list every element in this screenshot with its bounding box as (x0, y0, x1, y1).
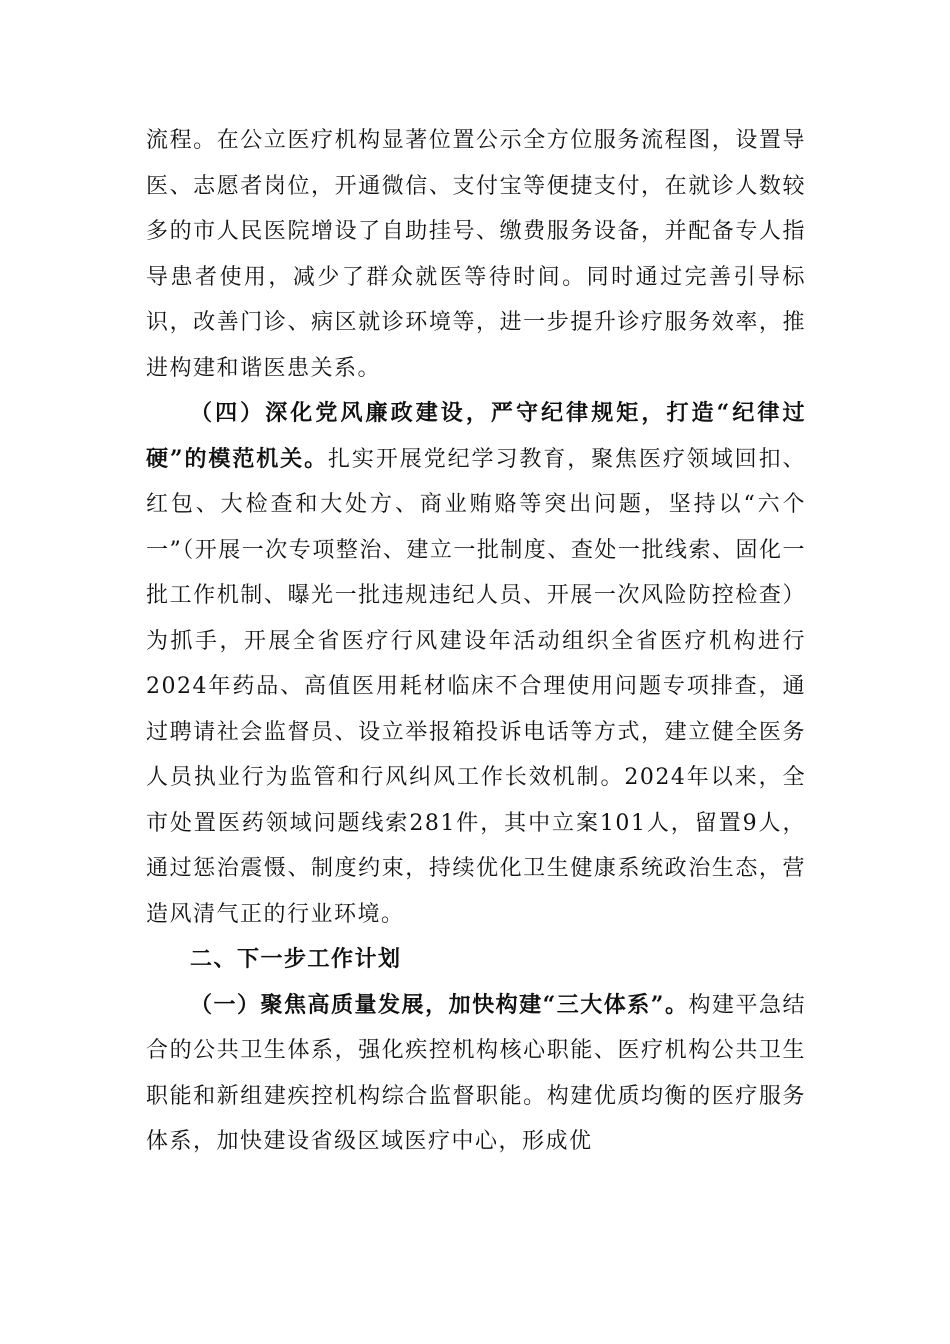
paragraph-service-process (146, 118, 806, 391)
paragraph-lead-sentence: （四）深化党风廉政建设，严守纪律规矩，打造“纪律过硬”的模范机关。 (146, 400, 806, 472)
paragraph-text: 构建平急结合的公共卫生体系，强化疾控机构核心职能、医疗机构公共卫生职能和新组建疾控机构综合监督职能。构建优质均衡的医疗服务体系，加快建设省级区域医疗中心，形成优 (146, 992, 806, 1154)
paragraph-lead-sentence: （一）聚焦高质量发展，加快构建“三大体系”。 (190, 991, 689, 1018)
paragraph-party-conduct (146, 391, 806, 937)
section-heading-next-plan: 二、下一步工作计划 (190, 947, 402, 972)
paragraph-text: 扎实开展党纪学习教育，聚焦医疗领域回扣、红包、大检查和大处方、商业贿赂等突出问题，坚持以“六个一”（开展一次专项整治、建立一批制度、查处一批线索、固化一批工作机制、曝光一批违规违纪人员、开展一次风险防控检查）为抓手，开展全省医疗行风建设年活动组织全省医疗机构进行2024年药品、高值医用耗材临床不合理使用问题专项排查，通过聘请社会监督员、设立举报箱投诉电话等方式，建立健全医务人员执业行为监管和行风纠风工作长效机制。2024年以来，全市处置医药领域问题线索281件，其中立案101人，留置9人，通过惩治震慑、制度约束，持续优化卫生健康系统政治生态，营造风清气正的行业环境。 (146, 446, 806, 927)
document-body (146, 118, 806, 1165)
paragraph-three-systems (146, 983, 806, 1165)
paragraph-text: 流程。在公立医疗机构显著位置公示全方位服务流程图，设置导医、志愿者岗位，开通微信、支付宝等便捷支付，在就诊人数较多的市人民医院增设了自助挂号、缴费服务设备，并配备专人指导患者使用，减少了群众就医等待时间。同时通过完善引导标识，改善门诊、病区就诊环境等，进一步提升诊疗服务效率，推进构建和谐医患关系。 (146, 128, 806, 381)
